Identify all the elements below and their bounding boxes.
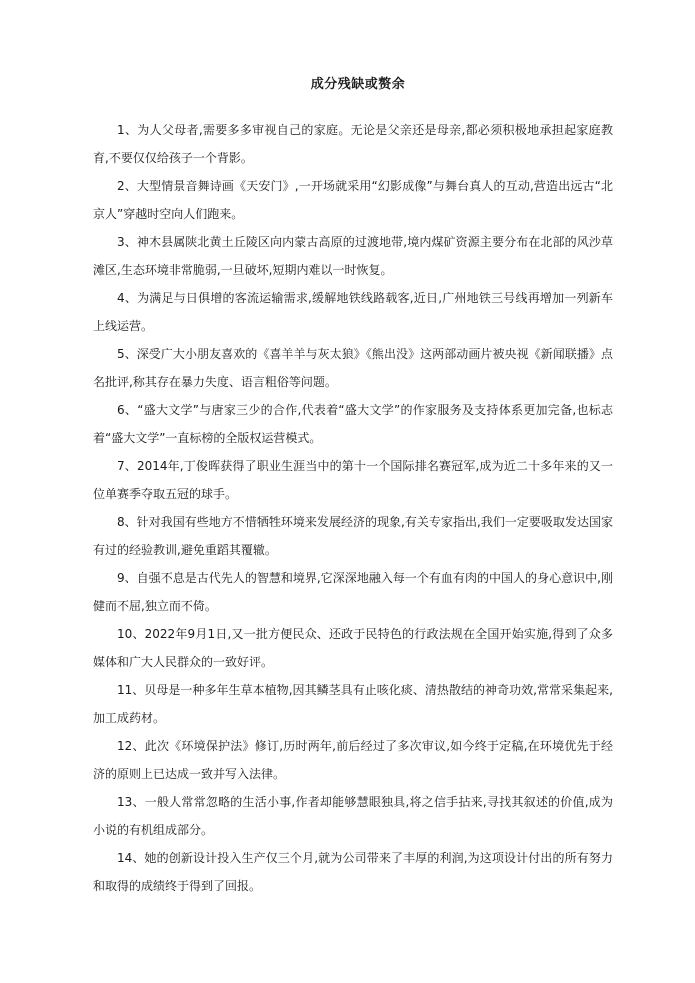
list-item [93,228,613,284]
item-text: 一般人常常忽略的生活小事,作者却能够慧眼独具,将之信手拈来,寻找其叙述的价值,成为小说的有机组成部分。 [93,795,613,837]
item-text: “盛大文学”与唐家三少的合作,代表着“盛大文学”的作家服务及支持体系更加完备,也标志着“盛大文学”一直标榜的全版权运营模式。 [93,403,613,445]
list-item [93,508,613,564]
list-item [93,620,613,676]
list-item [93,340,613,396]
item-number: 13、 [117,795,145,809]
item-number: 4、 [117,291,138,305]
item-text: 自强不息是古代先人的智慧和境界,它深深地融入每一个有血有肉的中国人的身心意识中,刚健而不屈,独立而不倚。 [93,571,613,613]
list-item [93,844,613,900]
item-number: 6、 [117,403,138,417]
item-text: 大型情景音舞诗画《天安门》,一开场就采用“幻影成像”与舞台真人的互动,营造出远古“北京人”穿越时空向人们跑来。 [93,179,613,221]
item-text: 她的创新设计投入生产仅三个月,就为公司带来了丰厚的利润,为这项设计付出的所有努力和取得的成绩终于得到了回报。 [93,851,613,893]
item-number: 8、 [117,515,137,529]
list-item [93,452,613,508]
item-text: 此次《环境保护法》修订,历时两年,前后经过了多次审议,如今终于定稿,在环境优先于经济的原则上已达成一致并写入法律。 [93,739,613,781]
item-text: 为人父母者,需要多多审视自己的家庭。无论是父亲还是母亲,都必须积极地承担起家庭教育,不要仅仅给孩子一个背影。 [93,123,613,165]
item-number: 10、 [117,627,145,641]
list-item [93,676,613,732]
item-number: 12、 [117,739,145,753]
item-text: 为满足与日俱增的客流运输需求,缓解地铁线路载客,近日,广州地铁三号线再增加一列新车上线运营。 [93,291,613,333]
item-text: 针对我国有些地方不惜牺牲环境来发展经济的现象,有关专家指出,我们一定要吸取发达国家有过的经验教训,避免重蹈其覆辙。 [93,515,613,557]
list-item [93,284,613,340]
item-number: 1、 [117,123,138,137]
item-number: 9、 [117,571,137,585]
page-title: 成分残缺或赘余 [310,77,406,92]
list-item [93,732,613,788]
list-item [93,172,613,228]
item-text: 2022年9月1日,又一批方便民众、还政于民特色的行政法规在全国开始实施,得到了众多媒体和广大人民群众的一致好评。 [93,627,613,669]
item-text: 贝母是一种多年生草本植物,因其鳞茎具有止咳化痰、清热散结的神奇功效,常常采集起来,加工成药材。 [93,683,613,725]
item-number: 2、 [117,179,137,193]
item-text: 2014年,丁俊晖获得了职业生涯当中的第十一个国际排名赛冠军,成为近二十多年来的又一位单赛季夺取五冠的球手。 [93,459,614,501]
item-number: 7、 [117,459,137,473]
item-number: 14、 [117,851,145,865]
list-item [93,396,613,452]
item-number: 5、 [117,347,137,361]
list-item [93,788,613,844]
list-item [93,564,613,620]
exercise-list [93,116,613,900]
item-text: 神木县属陕北黄土丘陵区向内蒙古高原的过渡地带,境内煤矿资源主要分布在北部的风沙草滩区,生态环境非常脆弱,一旦破坏,短期内难以一时恢复。 [93,235,613,277]
item-number: 11、 [117,683,145,697]
list-item [93,116,613,172]
item-text: 深受广大小朋友喜欢的《喜羊羊与灰太狼》《熊出没》这两部动画片被央视《新闻联播》点名批评,称其存在暴力失度、语言粗俗等问题。 [93,347,613,389]
item-number: 3、 [117,235,137,249]
